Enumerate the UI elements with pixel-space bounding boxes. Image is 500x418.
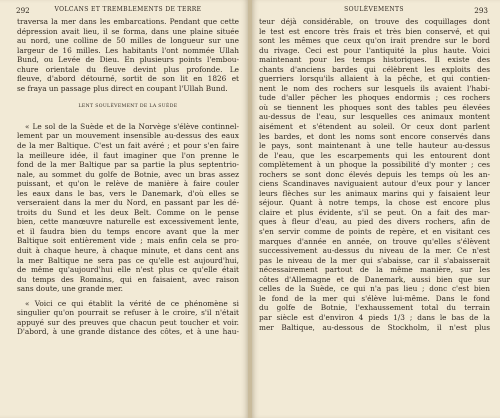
- text-line: de l'eau, que les escarpements qui les entourent dont: [259, 150, 490, 160]
- text-line: marques d'année en année, on trouve qu'elles s'élèvent: [259, 236, 490, 246]
- left-paragraph-2: [17, 122, 239, 294]
- left-running-head: VOLCANS ET TREMBLEMENTS DE TERRE: [54, 6, 202, 13]
- text-line: nale, au sommet du golfe de Botnie, avec un bras assez: [17, 169, 239, 179]
- left-paragraph-1: [17, 17, 239, 93]
- text-line: fond de la mer Baltique par sa partie la plus septentrio-: [17, 160, 239, 170]
- text-line: fleuve, d'abord détourné, sortit de son lit en 1826 et: [17, 74, 239, 84]
- text-line: claire et plus évidente, s'il se peut. On a fait des mar-: [259, 207, 490, 217]
- text-line: le pays, sont maintenant à une telle hauteur au-dessus: [259, 141, 490, 151]
- text-line: où se tiennent les phoques sont des tables peu élevées: [259, 102, 490, 112]
- text-line: aisément et s'étendent au soleil. Or ceux dont parlent: [259, 122, 490, 132]
- text-line: nent le nom des rochers sur lesquels ils avaient l'habi-: [259, 83, 490, 93]
- right-page-number: 293: [474, 5, 488, 15]
- right-running-head: SOULÈVEMENTS: [344, 6, 404, 13]
- text-line: lement par un mouvement insensible au-dessus des eaux: [17, 131, 239, 141]
- left-page-body: [17, 17, 239, 337]
- left-paragraph-3: [17, 299, 239, 337]
- text-line: maintenant pour les temps historiques. Il existe des: [259, 55, 490, 65]
- text-line: « Le sol de la Suède et de la Norvège s'élève continnel-: [25, 121, 239, 131]
- text-line: tude d'aller pêcher les phoques endormis ; ces rochers: [259, 93, 490, 103]
- text-line: la mer Baltique ne sera pas ce qu'elle est aujourd'hui,: [17, 255, 239, 265]
- text-line: guerriers lorsqu'ils allaient à la pêche, et qui contien-: [259, 74, 490, 84]
- text-line: et il faudra bien du temps encore avant que la mer: [17, 226, 239, 236]
- right-page: [252, 0, 500, 418]
- text-line: les eaux dans le bas, vers le Danemark, d'où elles se: [17, 188, 239, 198]
- right-page-body: [259, 17, 490, 332]
- text-line: le test est encore très frais et très bien conservé, et qui: [259, 26, 490, 36]
- text-line: côtes d'Allemagne et de Danemark, aussi bien que sur: [259, 274, 490, 284]
- text-line: au-dessus de l'eau, sur lesquelles ces animaux montent: [259, 112, 490, 122]
- text-line: séjour. Quant à notre temps, la chose est encore plus: [259, 198, 490, 208]
- right-paragraph-1: [259, 17, 490, 332]
- left-page: [0, 0, 248, 418]
- text-line: ciens Scandinaves naviguaient autour d'eux pour y lancer: [259, 179, 490, 189]
- text-line: bien, cette manœuvre naturelle est excessivement lente,: [17, 217, 239, 227]
- text-line: sont les mêmes que ceux qu'on irait prendre sur le bord: [259, 36, 490, 46]
- text-line: dépression avait lieu, il se forma, dans une plaine située: [17, 26, 239, 36]
- text-line: verseraient dans la mer du Nord, en passant par les dé-: [17, 198, 239, 208]
- text-line: celles de la Suède, ce qui n'a pas lieu ; donc c'est bien: [259, 284, 490, 294]
- text-line: le fond de la mer qui s'élève lui-même. Dans le fond: [259, 293, 490, 303]
- text-line: pas le niveau de la mer qui s'abaisse, car il s'abaisserait: [259, 255, 490, 265]
- text-line: du golfe de Botnie, l'exhaussement total du terrain: [259, 303, 490, 313]
- text-line: Baltique soit entièrement vide ; mais enfin cela se pro-: [17, 236, 239, 246]
- section-title: LENT SOULÈVEMENT DE LA SUÈDE: [78, 104, 178, 110]
- text-line: Bund, ou Levée de Dieu. En plusieurs points l'embou-: [17, 55, 239, 65]
- text-line: chants d'anciens bardes qui célèbrent les exploits des: [259, 64, 490, 74]
- text-line: duit à chaque heure, à chaque minute, et dans cent ans: [17, 246, 239, 256]
- text-line: troits du Sund et les deux Belt. Comme on le pense: [17, 207, 239, 217]
- text-line: ques à fleur d'eau, au pied des divers rochers, afin de: [259, 217, 490, 227]
- text-line: « Voici ce qui établit la vérité de ce phénomène si: [25, 298, 239, 308]
- text-line: complètement à un phoque la possibilité d'y monter ; ces: [259, 160, 490, 170]
- text-line: puissant, et qu'on le relève de manière à faire couler: [17, 179, 239, 189]
- text-line: s'en servir comme de points de repère, et en visitant ces: [259, 227, 490, 237]
- text-line: du temps des Romains, qui en faisaient, avec raison: [17, 274, 239, 284]
- text-line: par siècle est d'environ 4 pieds 1/3 ; dans le bas de la: [259, 312, 490, 322]
- text-line: les bardes, et dont les noms sont encore conservés dans: [259, 131, 490, 141]
- text-line: singulier qu'on pourrait se refuser à le croire, s'il n'était: [17, 308, 239, 318]
- text-line: mer Baltique, au-dessous de Stockholm, il n'est plus: [259, 322, 490, 332]
- text-line: la meilleure idée, il faut imaginer que l'on prenne le: [17, 150, 239, 160]
- text-line: largeur de 16 milles. Les habitants l'ont nommée Ullah: [17, 45, 239, 55]
- text-line: se fraya un passage plus direct en coupant l'Ullah Bund.: [17, 83, 228, 93]
- text-line: leurs flèches sur les animaux marins qui y faisaient leur: [259, 188, 490, 198]
- text-line: du rivage. Ceci est pour l'antiquité la plus haute. Voici: [259, 45, 490, 55]
- left-page-number: 292: [16, 5, 30, 15]
- text-line: appuyé sur des preuves que chacun peut toucher et voir.: [17, 317, 239, 327]
- text-line: D'abord, à une grande distance des côtes, et à une hau-: [17, 327, 239, 337]
- text-line: teur déjà considérable, on trouve des coquillages dont: [259, 17, 490, 26]
- text-line: nécessairement partout de la même manière, sur les: [259, 265, 490, 275]
- text-line: de la mer Baltique. C'est un fait avéré ; et pour s'en faire: [17, 141, 239, 151]
- text-line: successivement au-dessus du niveau de la mer. Ce n'est: [259, 246, 490, 256]
- text-line: chure orientale du fleuve devint plus profonde. Le: [17, 64, 239, 74]
- text-line: sans doute, une grande mer.: [17, 284, 123, 294]
- text-line: au nord, une colline de 50 milles de longueur sur une: [17, 36, 239, 46]
- text-line: de même qu'aujourd'hui elle n'est plus ce qu'elle était: [17, 265, 239, 275]
- text-line: rochers se sont donc élevés depuis les temps où les an-: [259, 169, 490, 179]
- text-line: traversa la mer dans les embarcations. Pendant que cette: [17, 17, 239, 26]
